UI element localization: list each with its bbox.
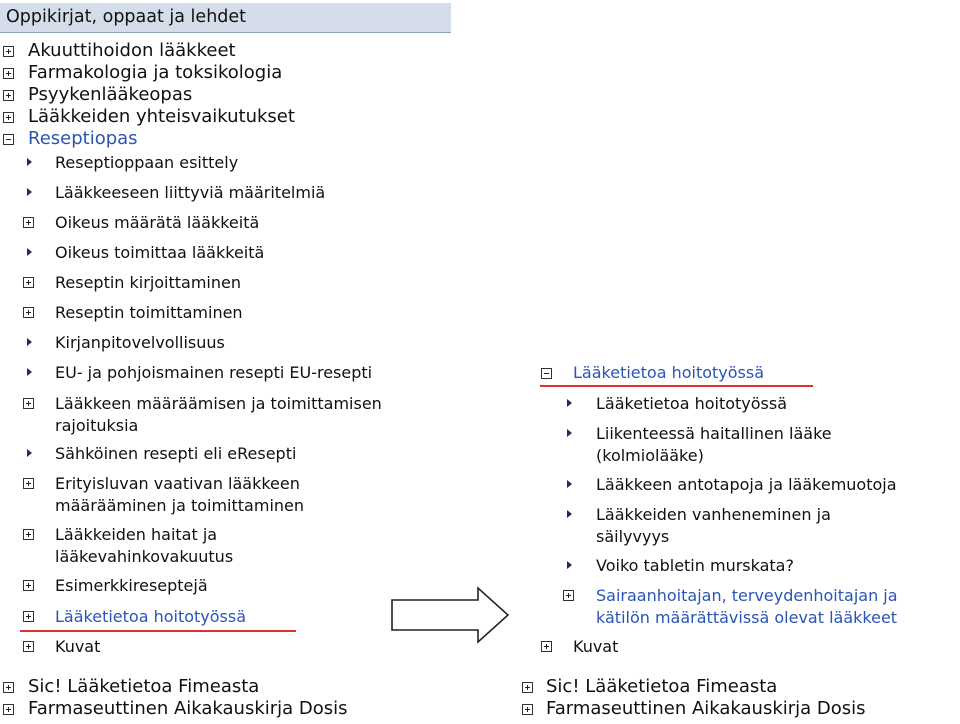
- tree-item-label: Lääketietoa hoitotyössä: [596, 394, 788, 413]
- tree-item-label: Sairaanhoitajan, terveydenhoitajan ja: [596, 586, 898, 605]
- plus-box-icon[interactable]: [23, 398, 34, 409]
- section-header: [0, 3, 451, 33]
- tree-item-label: Lääkkeiden haitat ja: [55, 525, 218, 544]
- tree-item-label: Reseptin kirjoittaminen: [55, 273, 241, 292]
- plus-box-icon[interactable]: [3, 90, 14, 101]
- triangle-bullet-icon: [27, 368, 32, 376]
- triangle-bullet-icon: [27, 158, 32, 166]
- right-arrow-icon: [390, 586, 512, 648]
- minus-box-icon[interactable]: [3, 134, 14, 145]
- plus-box-icon[interactable]: [23, 641, 34, 652]
- plus-box-icon[interactable]: [3, 112, 14, 123]
- plus-box-icon[interactable]: [563, 590, 574, 601]
- tree-item-label: Sic! Lääketietoa Fimeasta: [546, 676, 778, 697]
- plus-box-icon[interactable]: [3, 682, 14, 693]
- highlight-underline: [20, 630, 296, 632]
- tree-item-label: säilyvyys: [596, 527, 670, 546]
- tree-item-label: määrääminen ja toimittaminen: [55, 496, 305, 515]
- tree-item-label: Voiko tabletin murskata?: [596, 556, 794, 575]
- tree-item-label: Esimerkkireseptejä: [55, 576, 208, 595]
- plus-box-icon[interactable]: [3, 68, 14, 79]
- triangle-bullet-icon: [27, 248, 32, 256]
- tree-item-label: Liikenteessä haitallinen lääke: [596, 424, 832, 443]
- tree-item-label: Reseptin toimittaminen: [55, 303, 243, 322]
- triangle-bullet-icon: [567, 429, 572, 437]
- tree-item-label: Kuvat: [55, 637, 101, 656]
- plus-box-icon[interactable]: [23, 217, 34, 228]
- tree-item-label: Kirjanpitovelvollisuus: [55, 333, 225, 352]
- plus-box-icon[interactable]: [522, 682, 533, 693]
- tree-item-label: Lääkkeeseen liittyviä määritelmiä: [55, 183, 326, 202]
- plus-box-icon[interactable]: [23, 611, 34, 622]
- plus-box-icon[interactable]: [23, 307, 34, 318]
- plus-box-icon[interactable]: [3, 704, 14, 715]
- tree-item-label: Sic! Lääketietoa Fimeasta: [28, 676, 260, 697]
- tree-item-label: kätilön määrättävissä olevat lääkkeet: [596, 608, 898, 627]
- header-title: Oppikirjat, oppaat ja lehdet: [6, 7, 247, 27]
- tree-item-label: EU- ja pohjoismainen resepti EU-resepti: [55, 363, 373, 382]
- tree-item-label: Reseptiopas: [28, 128, 138, 149]
- plus-box-icon[interactable]: [23, 277, 34, 288]
- tree-item-label: Oikeus määrätä lääkkeitä: [55, 213, 260, 232]
- tree-item-label: Sähköinen resepti eli eResepti: [55, 444, 297, 463]
- tree-item-label: Kuvat: [573, 637, 619, 656]
- plus-box-icon[interactable]: [23, 478, 34, 489]
- tree-item-label: (kolmiolääke): [596, 446, 704, 465]
- highlight-underline: [540, 385, 813, 387]
- tree-item-label: Akuuttihoidon lääkkeet: [28, 40, 236, 61]
- tree-item-label: Lääkkeiden vanheneminen ja: [596, 505, 831, 524]
- tree-item-label: Oikeus toimittaa lääkkeitä: [55, 243, 265, 262]
- triangle-bullet-icon: [27, 338, 32, 346]
- plus-box-icon[interactable]: [23, 580, 34, 591]
- tree-item-label: Lääkkeen antotapoja ja lääkemuotoja: [596, 475, 897, 494]
- plus-box-icon[interactable]: [522, 704, 533, 715]
- tree-item-label: Farmakologia ja toksikologia: [28, 62, 283, 83]
- tree-item-label: Lääkkeiden yhteisvaikutukset: [28, 106, 295, 127]
- triangle-bullet-icon: [27, 449, 32, 457]
- triangle-bullet-icon: [567, 480, 572, 488]
- tree-item-label: rajoituksia: [55, 416, 139, 435]
- tree-item-label: Farmaseuttinen Aikakauskirja Dosis: [28, 698, 348, 719]
- tree-item-label: Lääkkeen määräämisen ja toimittamisen: [55, 394, 382, 413]
- triangle-bullet-icon: [567, 510, 572, 518]
- plus-box-icon[interactable]: [3, 46, 14, 57]
- triangle-bullet-icon: [567, 561, 572, 569]
- tree-item-label: Reseptioppaan esittely: [55, 153, 239, 172]
- tree-item-label: Lääketietoa hoitotyössä: [55, 607, 247, 626]
- minus-box-icon[interactable]: [541, 368, 552, 379]
- triangle-bullet-icon: [27, 188, 32, 196]
- triangle-bullet-icon: [567, 399, 572, 407]
- tree-item-label: Lääketietoa hoitotyössä: [573, 363, 765, 382]
- tree-item-label: Psyykenlääkeopas: [28, 84, 193, 105]
- tree-item-label: lääkevahinkovakuutus: [55, 547, 234, 566]
- plus-box-icon[interactable]: [23, 529, 34, 540]
- tree-item-label: Farmaseuttinen Aikakauskirja Dosis: [546, 698, 866, 719]
- tree-item-label: Erityisluvan vaativan lääkkeen: [55, 474, 300, 493]
- plus-box-icon[interactable]: [541, 641, 552, 652]
